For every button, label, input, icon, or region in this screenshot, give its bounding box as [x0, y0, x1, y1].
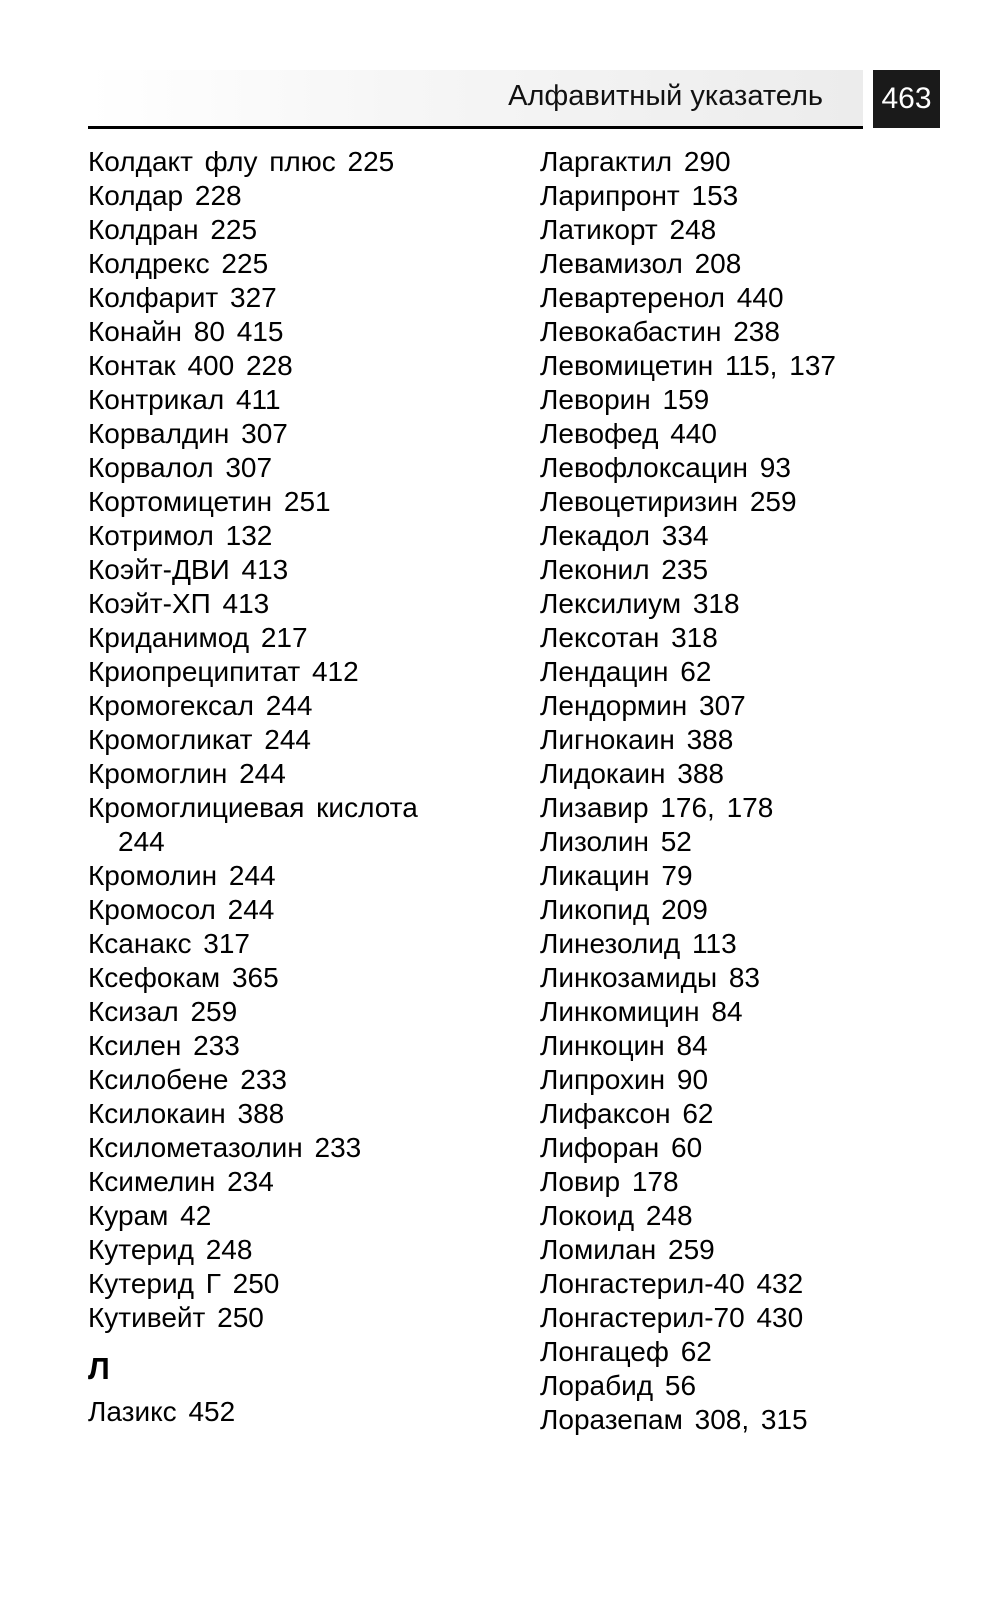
index-entry: Лендацин 62 — [540, 656, 712, 687]
index-entry: Ксимелин 234 — [88, 1166, 274, 1197]
index-entry: Ловир 178 — [540, 1166, 679, 1197]
index-entry: Кутерид 248 — [88, 1234, 253, 1265]
index-entry: Котримол 132 — [88, 520, 273, 551]
index-entry: Криопреципитат 412 — [88, 656, 359, 687]
index-entry: Ларипронт 153 — [540, 180, 739, 211]
index-entry: Локоид 248 — [540, 1200, 693, 1231]
index-entry: Колдран 225 — [88, 214, 258, 245]
index-entry: Линкозамиды 83 — [540, 962, 760, 993]
index-entry: Лексотан 318 — [540, 622, 718, 653]
index-entry: Колдрекс 225 — [88, 248, 269, 279]
index-entry: Лекадол 334 — [540, 520, 709, 551]
index-entry: Ксилен 233 — [88, 1030, 240, 1061]
index-entry: Лифаксон 62 — [540, 1098, 714, 1129]
index-entry: Контрикал 411 — [88, 384, 281, 415]
index-entry: Левоцетиризин 259 — [540, 486, 797, 517]
index-entry: Лазикс 452 — [88, 1396, 236, 1427]
index-entry: Коэйт-ХП 413 — [88, 588, 270, 619]
index-entry: Левомицетин 115, 137 — [540, 350, 836, 381]
index-entry: Левамизол 208 — [540, 248, 742, 279]
index-entry: Лидокаин 388 — [540, 758, 724, 789]
header-title: Алфавитный указатель — [508, 80, 823, 112]
index-entry: 244 — [118, 826, 165, 857]
index-entry: Лизавир 176, 178 — [540, 792, 774, 823]
index-entry: Липрохин 90 — [540, 1064, 709, 1095]
index-entry: Лизолин 52 — [540, 826, 692, 857]
index-entry: Ликопид 209 — [540, 894, 708, 925]
index-entry: Ликацин 79 — [540, 860, 693, 891]
index-entry: Лигнокаин 388 — [540, 724, 734, 755]
index-entry: Ксефокам 365 — [88, 962, 279, 993]
index-entry: Ксилометазолин 233 — [88, 1132, 362, 1163]
index-entry: Колдар 228 — [88, 180, 242, 211]
running-header — [88, 70, 863, 129]
index-entry: Ларгактил 290 — [540, 146, 731, 177]
index-entry: Ксанакс 317 — [88, 928, 250, 959]
index-entry: Коэйт-ДВИ 413 — [88, 554, 289, 585]
index-entry: Курам 42 — [88, 1200, 212, 1231]
index-entry: Ломилан 259 — [540, 1234, 715, 1265]
index-entry: Левокабастин 238 — [540, 316, 780, 347]
index-entry: Линкомицин 84 — [540, 996, 743, 1027]
index-entry: Корвалдин 307 — [88, 418, 288, 449]
index-entry: Кромоглин 244 — [88, 758, 286, 789]
index-entry: Лонгастерил-40 432 — [540, 1268, 804, 1299]
index-entry: Леконил 235 — [540, 554, 709, 585]
index-list-l-continued — [540, 145, 970, 1437]
index-entry: Лексилиум 318 — [540, 588, 740, 619]
index-entry: Кортомицетин 251 — [88, 486, 331, 517]
index-entry: Кромогликат 244 — [88, 724, 311, 755]
index-entry: Лоразепам 308, 315 — [540, 1404, 808, 1435]
index-entry: Левартеренол 440 — [540, 282, 784, 313]
index-entry: Линезолид 113 — [540, 928, 737, 959]
index-list-l — [88, 1395, 528, 1429]
page-number: 463 — [873, 70, 940, 128]
index-entry: Контак 400 228 — [88, 350, 293, 381]
index-entry: Кромоглициевая кислота — [88, 792, 418, 823]
index-entry: Левофлоксацин 93 — [540, 452, 791, 483]
index-entry: Кутивейт 250 — [88, 1302, 264, 1333]
index-entry: Латикорт 248 — [540, 214, 717, 245]
index-entry: Ксилобене 233 — [88, 1064, 288, 1095]
index-column-left — [88, 145, 528, 1429]
index-entry: Лонгастерил-70 430 — [540, 1302, 804, 1333]
index-entry: Лонгацеф 62 — [540, 1336, 712, 1367]
index-entry: Ксилокаин 388 — [88, 1098, 285, 1129]
index-entry: Кутерид Г 250 — [88, 1268, 280, 1299]
index-entry: Криданимод 217 — [88, 622, 308, 653]
index-list-k — [88, 145, 528, 1335]
index-entry: Конайн 80 415 — [88, 316, 284, 347]
index-column-right — [540, 145, 970, 1437]
index-entry: Кромолин 244 — [88, 860, 276, 891]
index-entry: Ксизал 259 — [88, 996, 238, 1027]
index-entry: Кромогексал 244 — [88, 690, 313, 721]
index-entry: Корвалол 307 — [88, 452, 273, 483]
index-entry: Колфарит 327 — [88, 282, 277, 313]
index-entry: Левофед 440 — [540, 418, 717, 449]
index-entry: Колдакт флу плюс 225 — [88, 146, 395, 177]
index-entry: Кромосол 244 — [88, 894, 275, 925]
index-entry: Лендормин 307 — [540, 690, 746, 721]
index-entry: Лифоран 60 — [540, 1132, 703, 1163]
index-entry: Линкоцин 84 — [540, 1030, 708, 1061]
section-letter: Л — [88, 1351, 110, 1386]
index-entry: Леворин 159 — [540, 384, 710, 415]
index-entry: Лорабид 56 — [540, 1370, 697, 1401]
